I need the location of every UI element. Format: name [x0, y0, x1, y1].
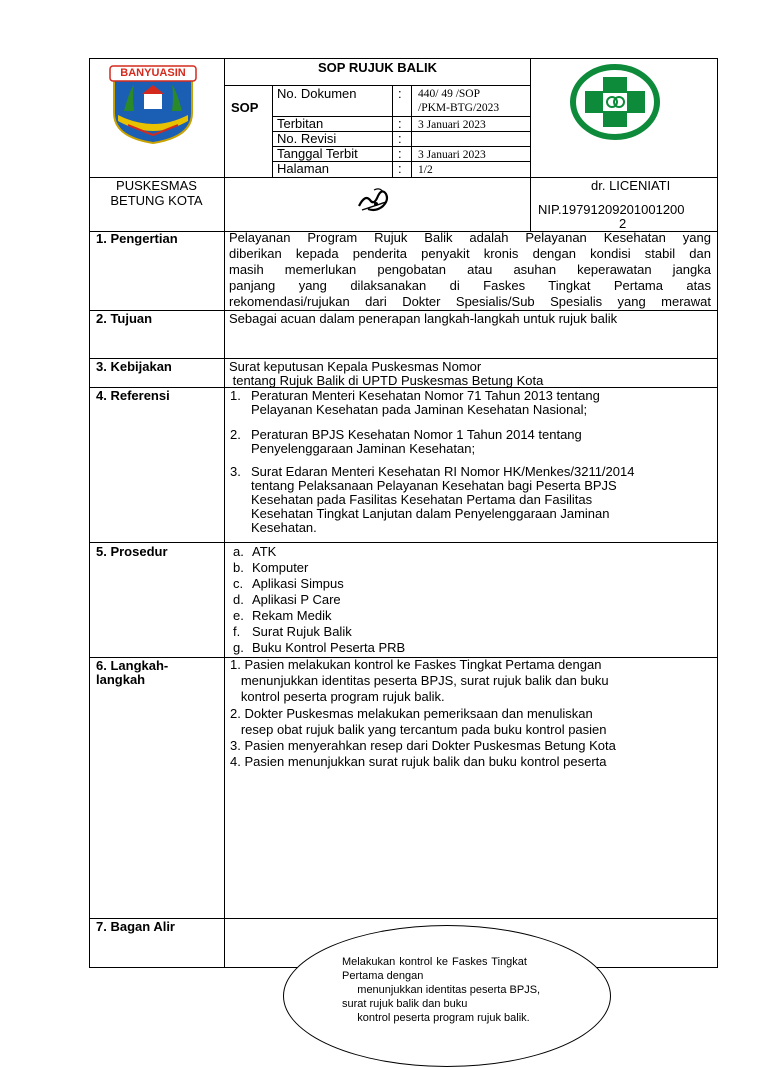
tujuan-text: Sebagai acuan dalam penerapan langkah-langkah untuk rujuk balik — [229, 311, 618, 326]
section-label-referensi: 4. Referensi — [96, 388, 170, 403]
langkah-line: 2. Dokter Puskesmas melakukan pemeriksaan dan menuliskan — [230, 706, 593, 721]
pengertian-line: Pelayanan Program Rujuk Balik adalah Pelayanan Kesehatan yang — [229, 230, 711, 245]
pengertian-line: diberikan kepada penderita penyakit kronis dengan kondisi stabil dan — [229, 246, 711, 261]
org-name-line1: PUSKESMAS — [116, 178, 197, 193]
banyuasin-logo — [104, 63, 202, 145]
field-value-no-dokumen-line2: /PKM-BTG/2023 — [418, 102, 500, 114]
puskesmas-logo — [569, 63, 661, 141]
prosedur-letter: e. — [233, 608, 244, 623]
referensi-line: Peraturan Menteri Kesehatan Nomor 71 Tahun 2013 tentang — [251, 388, 600, 403]
pengertian-line: masih memerlukan pengobatan atau asuhan keperawatan jangka — [229, 262, 711, 277]
signature — [356, 184, 392, 216]
pengertian-line: panjang yang dilaksanakan di Faskes Tingkat Pertama atas — [229, 278, 711, 293]
prosedur-item: Buku Kontrol Peserta PRB — [252, 640, 406, 655]
section-label-kebijakan: 3. Kebijakan — [96, 359, 172, 374]
field-value-terbitan: 3 Januari 2023 — [418, 119, 486, 131]
langkah-line: menunjukkan identitas peserta BPJS, surat rujuk balik dan buku — [230, 673, 609, 688]
field-value-no-dokumen: 440/ 49 /SOP — [418, 88, 480, 100]
pengertian-line: rekomendasi/rujukan dari Dokter Spesialis/Sub Spesialis yang merawat — [229, 294, 711, 309]
langkah-line: kontrol peserta program rujuk balik. — [230, 689, 445, 704]
flowchart-text: kontrol peserta program rujuk balik. — [342, 1012, 530, 1024]
kebijakan-line2: tentang Rujuk Balik di UPTD Puskesmas Betung Kota — [229, 373, 544, 388]
prosedur-letter: b. — [233, 560, 244, 575]
referensi-line: Kesehatan. — [251, 520, 317, 535]
prosedur-item: Aplikasi Simpus — [252, 576, 344, 591]
prosedur-letter: d. — [233, 592, 244, 607]
field-colon: : — [398, 161, 402, 176]
field-colon: : — [398, 146, 402, 161]
flowchart-text: Melakukan kontrol ke Faskes Tingkat — [342, 956, 527, 968]
langkah-line: 3. Pasien menyerahkan resep dari Dokter Puskesmas Betung Kota — [230, 738, 616, 753]
referensi-line: Peraturan BPJS Kesehatan Nomor 1 Tahun 2014 tentang — [251, 427, 582, 442]
flowchart-text: Pertama dengan — [342, 970, 424, 982]
langkah-line: 1. Pasien melakukan kontrol ke Faskes Tingkat Pertama dengan — [230, 657, 602, 672]
flowchart-text: surat rujuk balik dan buku — [342, 998, 468, 1010]
referensi-num: 1. — [230, 388, 241, 403]
referensi-line: tentang Pelaksanaan Pelayanan Kesehatan bagi Peserta BPJS — [251, 478, 617, 493]
referensi-line: Penyelenggaraan Jaminan Kesehatan; — [251, 441, 476, 456]
referensi-line: Pelayanan Kesehatan pada Jaminan Kesehatan Nasional; — [251, 402, 588, 417]
section-label-prosedur: 5. Prosedur — [96, 544, 168, 559]
field-label-no-revisi: No. Revisi — [277, 131, 337, 146]
referensi-line: Surat Edaran Menteri Kesehatan RI Nomor HK/Menkes/3211/2014 — [251, 464, 635, 479]
sop-title: SOP RUJUK BALIK — [318, 60, 437, 75]
prosedur-letter: c. — [233, 576, 244, 591]
prosedur-item: ATK — [252, 544, 277, 559]
field-colon: : — [398, 131, 402, 146]
section-label-bagan-alir: 7. Bagan Alir — [96, 919, 175, 934]
langkah-line: 4. Pasien menunjukkan surat rujuk balik dan buku kontrol peserta — [230, 754, 607, 769]
signer-nip-line2: 2 — [619, 216, 627, 231]
prosedur-item: Komputer — [252, 560, 309, 575]
field-label-no-dokumen: No. Dokumen — [277, 86, 357, 101]
signer-nip-line1: NIP.19791209201001200 — [538, 202, 685, 217]
prosedur-letter: a. — [233, 544, 244, 559]
kebijakan-line1: Surat keputusan Kepala Puskesmas Nomor — [229, 359, 482, 374]
referensi-num: 3. — [230, 464, 241, 479]
field-label-terbitan: Terbitan — [277, 116, 324, 131]
section-label-pengertian: 1. Pengertian — [96, 231, 178, 246]
section-label-langkah-line2: langkah — [96, 672, 146, 687]
prosedur-item: Rekam Medik — [252, 608, 332, 623]
referensi-num: 2. — [230, 427, 241, 442]
langkah-line: resep obat rujuk balik yang tercantum pada buku kontrol pasien — [230, 722, 607, 737]
referensi-line: Kesehatan Tingkat Lanjutan dalam Penyelenggaraan Jaminan — [251, 506, 610, 521]
field-colon: : — [398, 86, 402, 101]
field-value-halaman: 1/2 — [418, 164, 433, 176]
field-label-halaman: Halaman — [277, 161, 330, 176]
field-label-tanggal-terbit: Tanggal Terbit — [277, 146, 358, 161]
flowchart-text: menunjukkan identitas peserta BPJS, — [342, 984, 541, 996]
prosedur-letter: f. — [233, 624, 241, 639]
section-label-tujuan: 2. Tujuan — [96, 311, 153, 326]
prosedur-item: Aplikasi P Care — [252, 592, 341, 607]
section-label-langkah-line1: 6. Langkah- — [96, 658, 169, 673]
prosedur-letter: g. — [233, 640, 244, 655]
banyuasin-logo-text: BANYUASIN — [120, 67, 186, 79]
org-name-line2: BETUNG KOTA — [110, 193, 203, 208]
signer-name: dr. LICENIATI — [591, 178, 671, 193]
sop-label: SOP — [231, 100, 259, 115]
field-value-tanggal-terbit: 3 Januari 2023 — [418, 149, 486, 161]
field-colon: : — [398, 116, 402, 131]
prosedur-item: Surat Rujuk Balik — [252, 624, 352, 639]
referensi-line: Kesehatan pada Fasilitas Kesehatan Pertama dan Fasilitas — [251, 492, 593, 507]
